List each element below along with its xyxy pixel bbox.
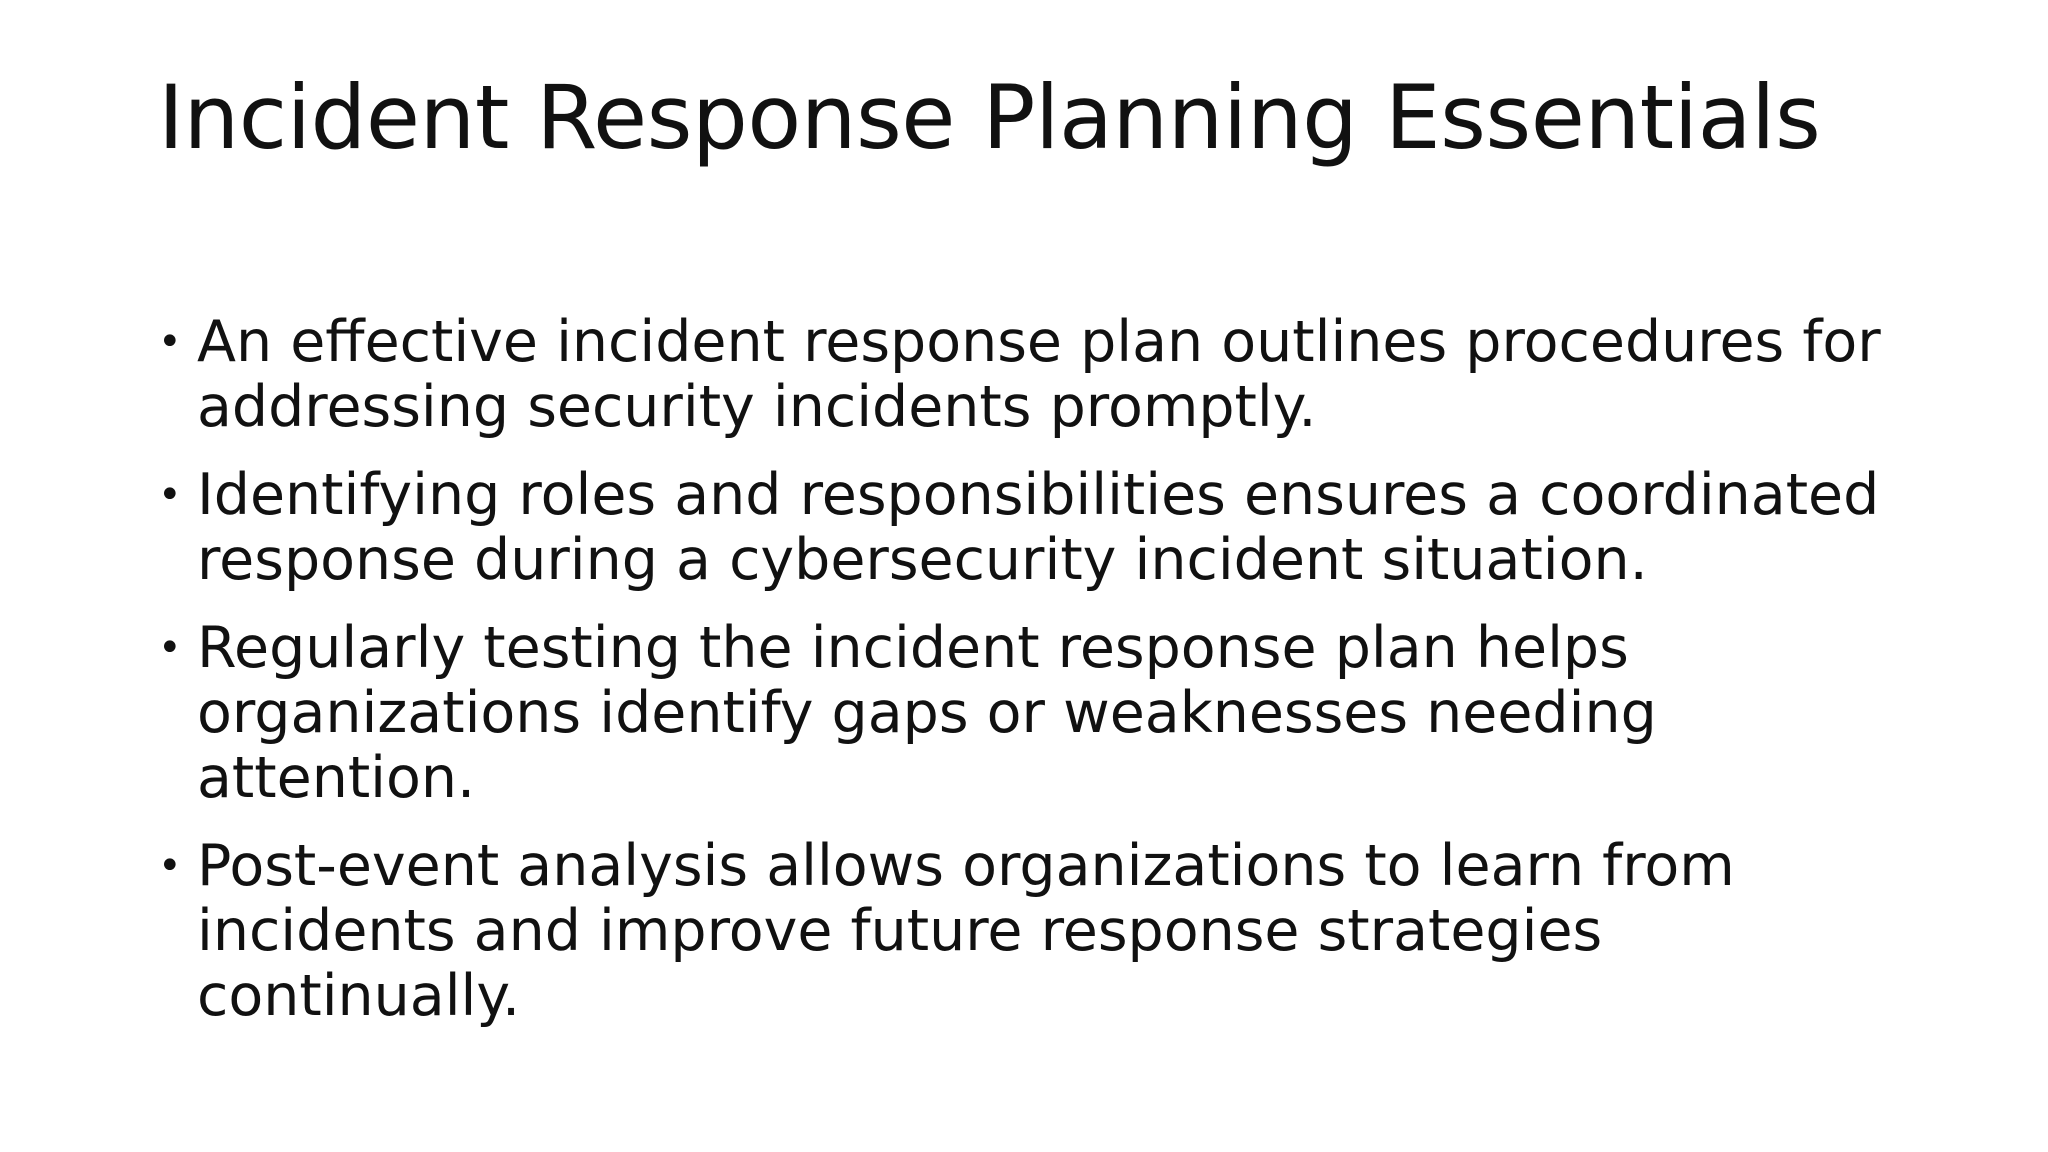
bullet-icon: • [158,319,182,365]
bullet-item [158,463,1918,593]
bullet-list [158,310,1918,1052]
bullet-icon: • [158,472,182,518]
bullet-item [158,310,1918,440]
bullet-text: Regularly testing the incident response plan helps organizations identify gaps or weaknesses needing attention. [197,615,1657,811]
bullet-text: Identifying roles and responsibilities ensures a coordinated response during a cybersecurity incident situation. [197,462,1880,593]
bullet-icon: • [158,843,182,889]
bullet-text: An effective incident response plan outlines procedures for addressing security incidents promptly. [197,309,1881,440]
bullet-text: Post-event analysis allows organizations to learn from incidents and improve future response strategies continually. [197,833,1735,1029]
bullet-item [158,834,1918,1029]
bullet-item [158,616,1918,811]
slide-title: Incident Response Planning Essentials [158,66,1821,169]
bullet-icon: • [158,625,182,671]
